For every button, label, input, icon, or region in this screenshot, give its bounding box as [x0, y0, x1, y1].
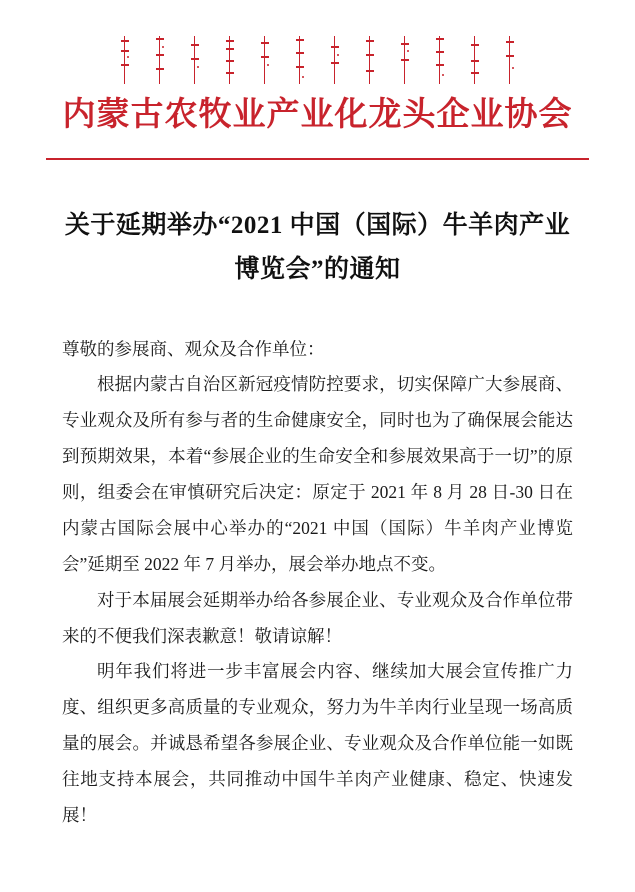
mongolian-glyph	[296, 34, 305, 86]
page-title: 关于延期举办“2021 中国（国际）牛羊肉产业博览会”的通知	[64, 212, 571, 283]
document-body	[62, 332, 573, 834]
body-paragraph: 根据内蒙古自治区新冠疫情防控要求，切实保障广大参展商、专业观众及所有参与者的生命健康安全，同时也为了确保展会能达到预期效果，本着“参展企业的生命安全和参展效果高于一切”的原则，组委会在审慎研究后决定：原定于 2021 年 8 月 28 日-30 日在内蒙古国际会展中心举办的“2021 中国（国际）牛羊肉产业博览会”延期至 2022 年 7 月举办，展会举办地点不变。	[62, 374, 573, 574]
salutation: 尊敬的参展商、观众及合作单位：	[62, 338, 325, 359]
mongolian-glyph	[261, 34, 270, 86]
organization-name: 内蒙古农牧业产业化龙头企业协会	[62, 97, 573, 133]
mongolian-glyph	[401, 34, 410, 86]
mongolian-glyph	[436, 34, 445, 86]
mongolian-glyph	[191, 34, 200, 86]
mongolian-glyph	[471, 34, 480, 86]
body-paragraph: 明年我们将进一步丰富展会内容、继续加大展会宣传推广力度、组织更多高质量的专业观众，努力为牛羊肉行业呈现一场高质量的展会。并诚恳希望各参展企业、专业观众及合作单位能一如既往地支持本展会，共同推动中国牛羊肉产业健康、稳定、快速发展！	[62, 661, 573, 825]
body-paragraph: 对于本届展会延期举办给各参展企业、专业观众及合作单位带来的不便我们深表歉意！敬请谅解！	[62, 589, 573, 646]
letterhead	[0, 0, 635, 160]
header-divider	[46, 158, 589, 161]
mongolian-glyph	[366, 34, 375, 86]
mongolian-glyph	[331, 34, 340, 86]
mongolian-glyph	[226, 34, 235, 86]
mongolian-glyph	[506, 34, 515, 86]
mongolian-script-header	[0, 34, 635, 90]
mongolian-glyph	[121, 34, 130, 86]
mongolian-glyph	[156, 34, 165, 86]
